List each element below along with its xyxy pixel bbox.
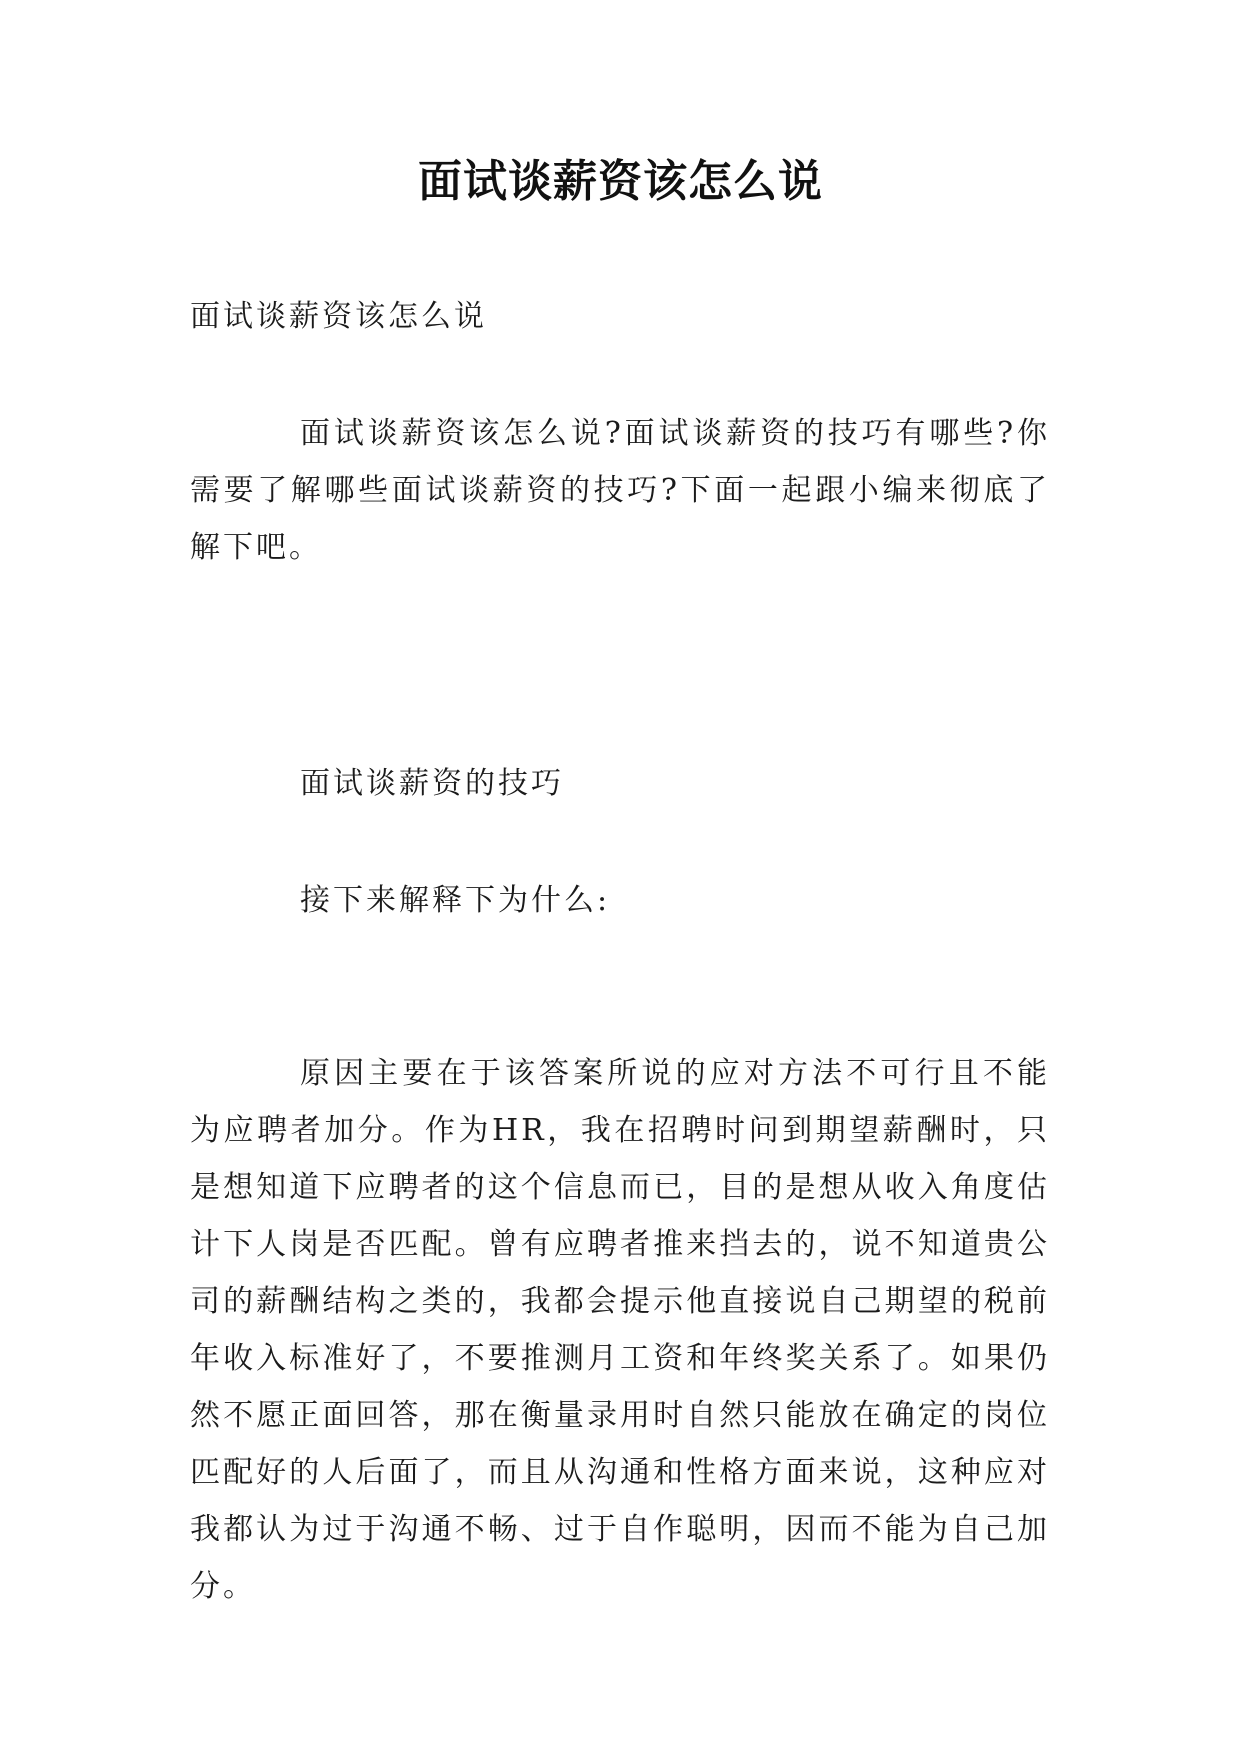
lead-in-paragraph: 接下来解释下为什么: <box>300 883 611 918</box>
document-title: 面试谈薪资该怎么说 <box>418 156 823 207</box>
document-subtitle: 面试谈薪资该怎么说 <box>190 299 487 334</box>
section-heading: 面试谈薪资的技巧 <box>300 766 564 801</box>
reason-paragraph: 原因主要在于该答案所说的应对方法不可行且不能为应聘者加分。作为HR，我在招聘时问到期望薪酬时，只是想知道下应聘者的这个信息而已，目的是想从收入角度估计下人岗是否匹配。曾有应聘者推来挡去的，说不知道贵公司的薪酬结构之类的，我都会提示他直接说自己期望的税前年收入标准好了，不要推测月工资和年终奖关系了。如果仍然不愿正面回答，那在衡量录用时自然只能放在确定的岗位匹配好的人后面了，而且从沟通和性格方面来说，这种应对我都认为过于沟通不畅、过于自作聪明，因而不能为自己加分。 <box>190 1056 1050 1604</box>
intro-paragraph: 面试谈薪资该怎么说?面试谈薪资的技巧有哪些?你需要了解哪些面试谈薪资的技巧?下面一起跟小编来彻底了解下吧。 <box>190 416 1050 565</box>
